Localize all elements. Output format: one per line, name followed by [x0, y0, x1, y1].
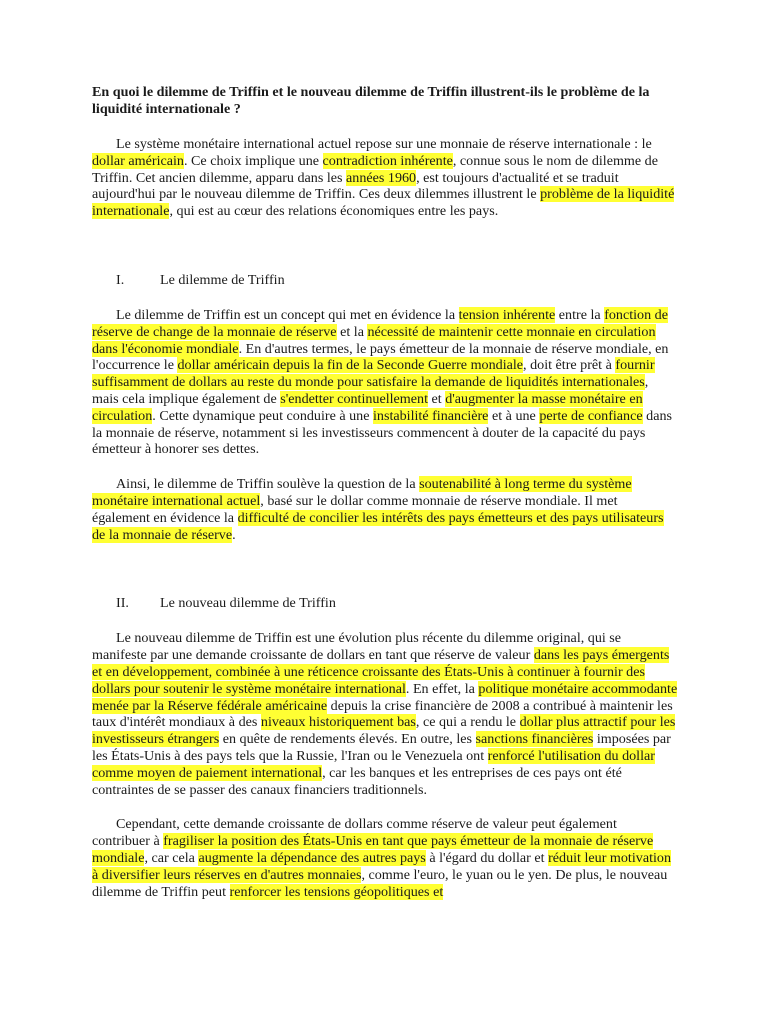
highlighted-text: politique monétaire accommodante menée par la Réserve fédérale américaine [92, 680, 678, 714]
highlighted-text: instabilité financière [373, 407, 489, 424]
body-text: , qui est au cœur des relations économiques entre les pays. [169, 203, 499, 220]
body-text: imposées par les États-Unis à des pays tels que la Russie, l'Iran ou le Venezuela ont [92, 731, 671, 764]
highlighted-text: dollar américain [92, 152, 184, 169]
body-text: Le nouveau dilemme de Triffin est une évolution plus récente du dilemme original, qui se manifeste par une demande croissante de dollars en tant que réserve de valeur [92, 630, 622, 664]
body-text: , est toujours d'actualité et se traduit aujourd'hui par le nouveau dilemme de Triffin. Ces deux dilemmes illustrent le [92, 169, 619, 203]
section2-paragraph-2 [92, 816, 678, 900]
highlighted-text: années 1960 [346, 169, 417, 186]
section-title: Le dilemme de Triffin [160, 271, 285, 288]
highlighted-text: tension inhérente [458, 306, 556, 323]
body-text: Ainsi, le dilemme de Triffin soulève la question de la [116, 476, 420, 493]
highlighted-text: nécessité de maintenir cette monnaie en circulation dans l'économie mondiale [92, 323, 656, 357]
highlighted-text: renforcé l'utilisation du dollar comme moyen de paiement international [92, 747, 655, 781]
document-title: En quoi le dilemme de Triffin et le nouveau dilemme de Triffin illustrent-ils le problème de la liquidité internationale ? [92, 84, 650, 117]
body-text: , car les banques et les entreprises de ces pays ont été contraintes de se passer des canaux financiers traditionnels. [92, 764, 622, 798]
highlighted-text: s'endetter continuellement [280, 390, 428, 407]
body-text: . [232, 526, 236, 543]
body-text: , connue sous le nom de dilemme de Triffin. Cet ancien dilemme, apparu dans les [92, 152, 658, 186]
section-heading-1 [92, 272, 678, 289]
highlighted-text: niveaux historiquement bas [260, 714, 416, 731]
highlighted-text: réduit leur motivation à diversifier leurs réserves en d'autres monnaies [92, 849, 671, 883]
section-number: II. [116, 595, 129, 612]
intro-paragraph [92, 136, 678, 220]
body-text: . Cette dynamique peut conduire à une [152, 407, 373, 424]
body-text: dans la monnaie de réserve, notamment si les investisseurs commencent à douter de la capacité du pays émetteur à honorer ses dettes. [92, 407, 672, 458]
body-text: . Ce choix implique une [183, 152, 323, 169]
highlighted-text: dans les pays émergents et en développement, combinée à une réticence croissante des États-Unis à continuer à fournir des dollars pour soutenir le système monétaire international [92, 647, 670, 697]
body-text: . En d'autres termes, le pays émetteur de la monnaie de réserve mondiale, en l'occurrence le [92, 340, 669, 374]
body-text: depuis la crise financière de 2008 a contribué à maintenir les taux d'intérêt mondiaux à des [92, 697, 673, 731]
body-text: et la [336, 323, 368, 340]
section-title: Le nouveau dilemme de Triffin [160, 595, 336, 612]
body-text: Le dilemme de Triffin est un concept qui met en évidence la [116, 306, 459, 323]
section-number: I. [116, 271, 125, 288]
body-text: , ce qui a rendu le [415, 714, 520, 731]
body-text: en quête de rendements élevés. En outre, les [219, 731, 476, 748]
body-text: et à une [488, 407, 540, 424]
section1-paragraph-2 [92, 476, 678, 543]
body-text: , car cela [144, 849, 199, 866]
highlighted-text: renforcer les tensions géopolitiques et [229, 883, 444, 900]
body-text: et [427, 390, 446, 407]
spacer [92, 561, 678, 577]
highlighted-text: problème de la liquidité internationale [92, 186, 675, 220]
highlighted-text: augmente la dépendance des autres pays [198, 849, 426, 866]
highlighted-text: contradiction inhérente [322, 152, 453, 169]
highlighted-text: dollar plus attractif pour les investisseurs étrangers [92, 714, 676, 748]
spacer [92, 238, 678, 254]
body-text: , doit être prêt à [523, 357, 616, 374]
section2-paragraph-1 [92, 630, 678, 798]
highlighted-text: perte de confiance [539, 407, 643, 424]
body-text: entre la [555, 306, 605, 323]
body-text: à l'égard du dollar et [425, 849, 549, 866]
highlighted-text: fragiliser la position des États-Unis en tant que pays émetteur de la monnaie de réserve mondiale [92, 833, 654, 866]
body-text: Cependant, cette demande croissante de dollars comme réserve de valeur peut également contribuer à [92, 816, 617, 850]
highlighted-text: difficulté de concilier les intérêts des pays émetteurs et des pays utilisateurs de la monnaie de réserve [92, 509, 664, 543]
highlighted-text: fournir suffisamment de dollars au reste du monde pour satisfaire la demande de liquidités internationales [92, 357, 655, 391]
highlighted-text: sanctions financières [475, 731, 594, 748]
highlighted-text: dollar américain depuis la fin de la Seconde Guerre mondiale [177, 357, 524, 374]
section-heading-2 [92, 595, 678, 612]
body-text: , mais cela implique également de [92, 374, 649, 407]
body-text: Le système monétaire international actuel repose sur une monnaie de réserve internationale : le [116, 136, 652, 152]
highlighted-text: fonction de réserve de change de la monnaie de réserve [92, 306, 668, 340]
highlighted-text: soutenabilité à long terme du système monétaire international actuel [92, 476, 632, 509]
section1-paragraph-1 [92, 307, 678, 458]
body-text: , basé sur le dollar comme monnaie de réserve mondiale. Il met également en évidence la [92, 492, 618, 526]
body-text: , comme l'euro, le yuan ou le yen. De plus, le nouveau dilemme de Triffin peut [92, 866, 668, 900]
highlighted-text: d'augmenter la masse monétaire en circulation [92, 390, 643, 424]
body-text: . En effet, la [405, 680, 479, 697]
